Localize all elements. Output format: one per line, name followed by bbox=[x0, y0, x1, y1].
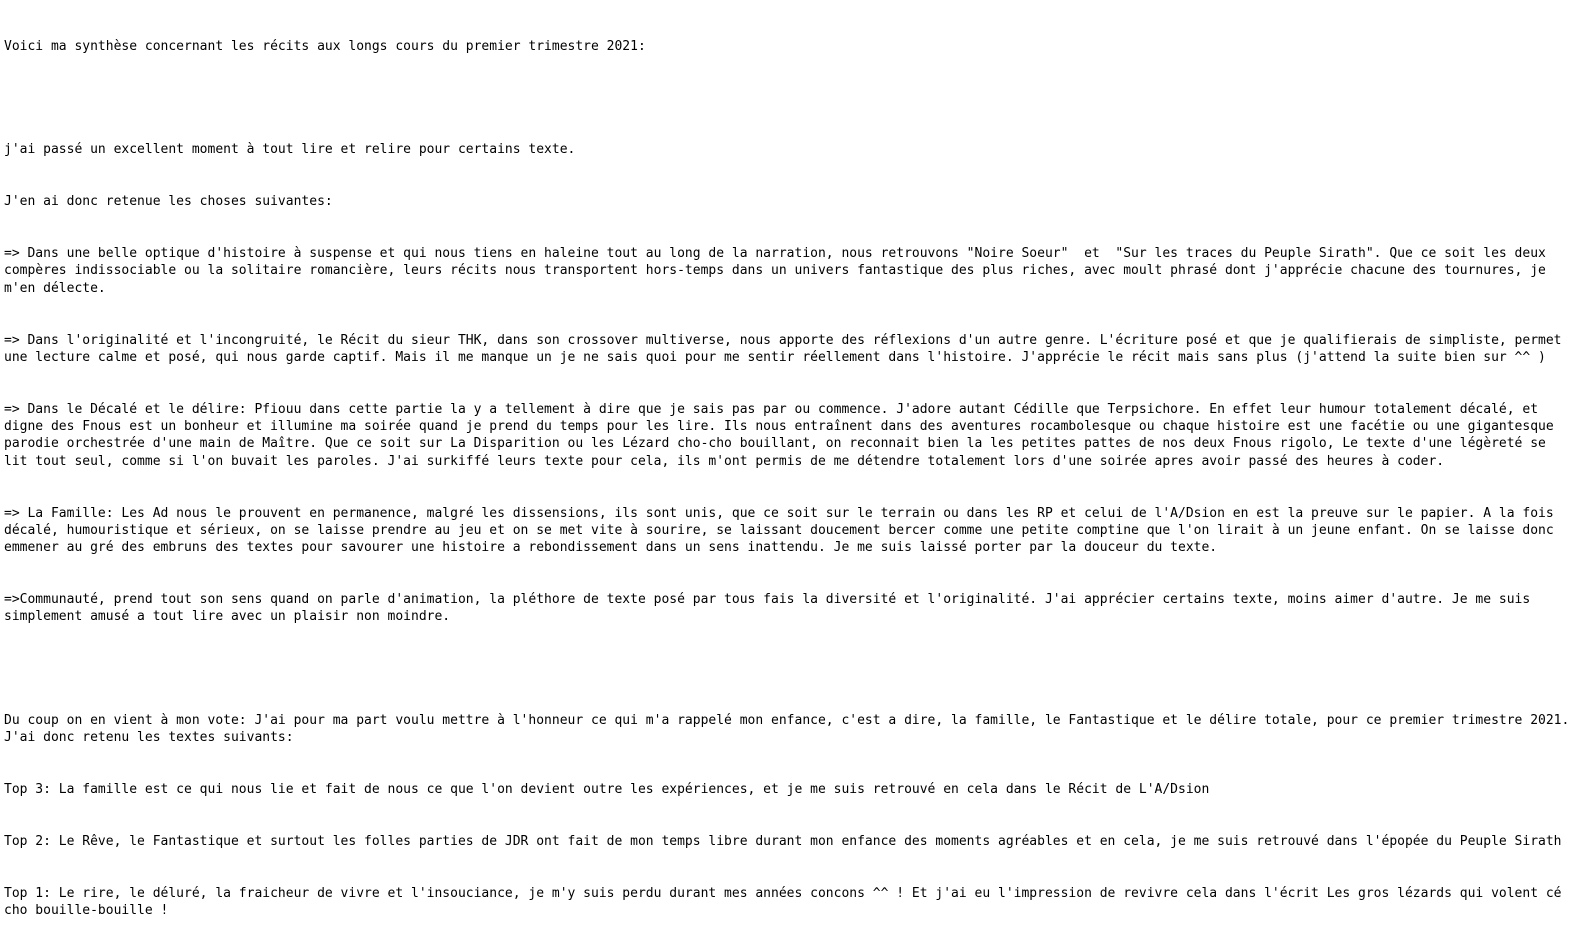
intro-line: Voici ma synthèse concernant les récits aux longs cours du premier trimestre 2021: bbox=[4, 38, 646, 54]
section-family: => La Famille: Les Ad nous le prouvent en permanence, malgré les dissensions, ils sont unis, que ce soit sur le terrain ou dans les RP et celui de l'A/Dsion en est la preuve sur le papier. A la fois décalé, humouristique et sérieux, on se laisse prendre au jeu et on se met vite à sourire, se laissant doucement bercer comme une petite comptine que l'on lirait à un jeune enfant. On se laisse donc emmener au gré des embruns des textes pour savourer une histoire a rebondissement dans un sens inattendu. Je me suis laissé porter par la douceur du texte. bbox=[4, 505, 1562, 556]
section-originality: => Dans l'originalité et l'incongruité, le Récit du sieur THK, dans son crossover multiverse, nous apporte des réflexions d'un autre genre. L'écriture posé et que je qualifierais de simpliste, permet une lecture calme et posé, qui nous garde captif. Mais il me manque un je ne sais quoi pour me sentir réellement dans l'histoire. J'apprécie le récit mais sans plus (j'attend la suite bien sur ^^ ) bbox=[4, 332, 1570, 365]
vote-top-2: Top 2: Le Rêve, le Fantastique et surtout les folles parties de JDR ont fait de mon temps libre durant mon enfance des moments agréables et en cela, je me suis retrouvé dans l'épopée du Peuple Sirath bbox=[4, 834, 1562, 850]
vote-intro: Du coup on en vient à mon vote: J'ai pour ma part voulu mettre à l'honneur ce qui m'a rappelé mon enfance, c'est a dire, la famille, le Fantastique et le délire totale, pour ce premier trimestre 2021. J'ai donc retenu les textes suivants: bbox=[4, 713, 1578, 746]
section-offbeat: => Dans le Décalé et le délire: Pfiouu dans cette partie la y a tellement à dire que je sais pas par ou commence. J'adore autant Cédille que Terpsichore. En effet leur humour totalement décalé, et digne des Fnous est un bonheur et illumine ma soirée quand je prend du temps pour les lire. Ils nous entraînent dans des aventures rocambolesque ou chaque histoire est une facétie ou une gigantesque parodie orchestrée d'une main de Maître. Que ce soit sur La Disparition ou les Lézard cho-cho bouillant, on reconnait bien la les petites pattes de nos deux Fnous rigolo, Le texte d'une légèreté se lit tout seul, comme si l'on buvait les paroles. J'ai surkiffé leurs texte pour cela, ils m'ont permis de me détendre totalement lors d'une soirée apres avoir passé des heures à coder. bbox=[4, 401, 1562, 469]
vote-top-3: Top 3: La famille est ce qui nous lie et fait de nous ce que l'on devient outre les expériences, et je me suis retrouvé en cela dans le Récit de L'A/Dsion bbox=[4, 782, 1210, 798]
paragraph-line: J'en ai donc retenue les choses suivantes: bbox=[4, 194, 333, 210]
paragraph-line: j'ai passé un excellent moment à tout lire et relire pour certains texte. bbox=[4, 142, 576, 158]
blank-line bbox=[4, 660, 1572, 677]
blank-line bbox=[4, 89, 1572, 106]
section-suspense: => Dans une belle optique d'histoire à suspense et qui nous tiens en haleine tout au long de la narration, nous retrouvons "Noire Soeur" et "Sur les traces du Peuple Sirath". Que ce soit les deux compères indissociable ou la solitaire romancière, leurs récits nous transportent hors-temps dans un univers fantastique des plus riches, avec moult phrasé dont j'apprécie chacune des tournures, je m'en délecte. bbox=[4, 246, 1554, 296]
vote-top-1: Top 1: Le rire, le déluré, la fraicheur de vivre et l'insouciance, je m'y suis perdu durant mes années concons ^^ ! Et j'ai eu l'impression de revivre cela dans l'écrit Les gros lézards qui volent cé cho bouille-bouille ! bbox=[4, 886, 1570, 919]
section-community: =>Communauté, prend tout son sens quand on parle d'animation, la pléthore de texte posé par tous fais la diversité et l'originalité. J'ai apprécier certains texte, moins aimer d'autre. Je me suis simplement amusé a tout lire avec un plaisir non moindre. bbox=[4, 592, 1539, 625]
